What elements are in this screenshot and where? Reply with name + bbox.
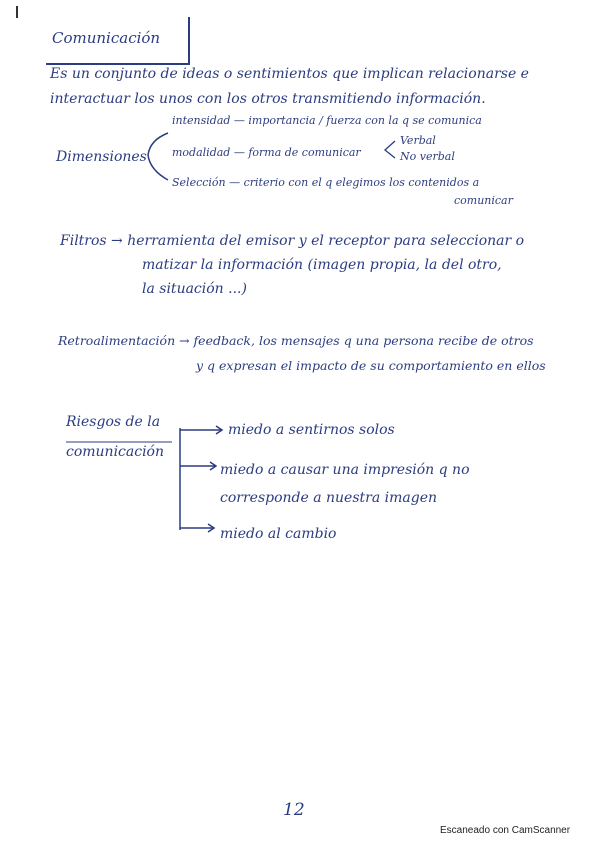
dim-seleccion: Selección — criterio con el q elegimos los contenidos a xyxy=(172,176,480,189)
filtros-line-3: la situación ...) xyxy=(142,281,247,297)
filtros-line-1: Filtros → herramienta del emisor y el receptor para seleccionar o xyxy=(60,233,525,249)
dim-no-verbal: No verbal xyxy=(400,150,455,163)
dim-modalidad: modalidad — forma de comunicar xyxy=(172,146,361,159)
dim-verbal: Verbal xyxy=(400,134,436,147)
riesgo-1: miedo a sentirnos solos xyxy=(228,422,395,438)
dimensiones-label: Dimensiones xyxy=(56,149,147,165)
riesgo-2a: miedo a causar una impresión q no xyxy=(220,462,470,478)
definition-line-2: interactuar los unos con los otros transmitiendo información. xyxy=(50,91,486,107)
riesgos-label-1: Riesgos de la xyxy=(66,414,161,430)
definition-line-1: Es un conjunto de ideas o sentimientos que implican relacionarse e xyxy=(50,66,529,82)
page-title: Comunicación xyxy=(52,29,161,47)
riesgo-3: miedo al cambio xyxy=(220,526,337,542)
retro-line-1: Retroalimentación → feedback, los mensajes q una persona recibe de otros xyxy=(58,333,534,348)
retro-line-2: y q expresan el impacto de su comportamiento en ellos xyxy=(196,358,546,373)
scanner-watermark: Escaneado con CamScanner xyxy=(440,825,571,836)
page-number: 12 xyxy=(283,800,305,820)
scan-mark xyxy=(16,6,18,18)
filtros-line-2: matizar la información (imagen propia, la del otro, xyxy=(142,257,502,273)
dim-intensidad: intensidad — importancia / fuerza con la q se comunica xyxy=(172,114,482,127)
riesgo-2b: corresponde a nuestra imagen xyxy=(220,490,438,506)
dim-seleccion-cont: comunicar xyxy=(454,194,513,207)
riesgos-label-2: comunicación xyxy=(66,444,165,460)
